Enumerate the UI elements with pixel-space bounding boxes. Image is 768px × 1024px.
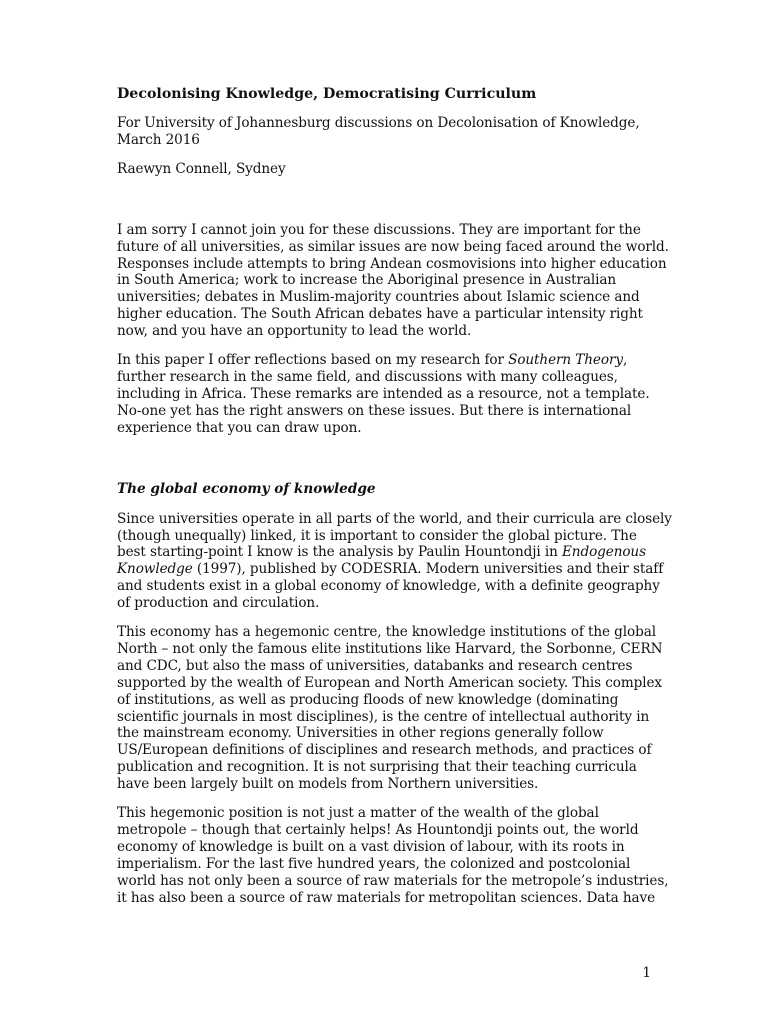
paragraph-line: This hegemonic position is not just a matter of the wealth of the global bbox=[117, 805, 599, 822]
book-title-southern-theory: Southern Theory bbox=[508, 352, 623, 369]
paragraph-line: the mainstream economy. Universities in other regions generally follow bbox=[117, 725, 604, 742]
paragraph-line: I am sorry I cannot join you for these discussions. They are important for the bbox=[117, 221, 641, 238]
paragraph-line: now, and you have an opportunity to lead the world. bbox=[117, 323, 472, 340]
paragraph-text: , bbox=[622, 352, 628, 369]
subtitle-line: March 2016 bbox=[117, 131, 200, 148]
book-title-knowledge: Knowledge bbox=[117, 561, 193, 578]
paragraph-line: further research in the same field, and discussions with many colleagues, bbox=[117, 368, 618, 385]
paragraph-line bbox=[117, 544, 657, 561]
paragraph-line: US/European definitions of disciplines and research methods, and practices of bbox=[117, 742, 652, 759]
document-title: Decolonising Knowledge, Democratising Curriculum bbox=[117, 86, 537, 102]
paragraph-line: and CDC, but also the mass of universities, databanks and research centres bbox=[117, 657, 633, 674]
paragraph-line bbox=[117, 352, 657, 369]
paragraph-line: supported by the wealth of European and North American society. This complex bbox=[117, 674, 662, 691]
page-number: 1 bbox=[642, 965, 651, 981]
paragraph-line: imperialism. For the last five hundred years, the colonized and postcolonial bbox=[117, 855, 631, 872]
reflections-paragraph bbox=[117, 352, 657, 437]
paragraph-line: it has also been a source of raw materials for metropolitan sciences. Data have bbox=[117, 889, 656, 906]
paragraph-line: of institutions, as well as producing floods of new knowledge (dominating bbox=[117, 691, 619, 708]
paragraph-text: best starting-point I know is the analysis by Paulin Hountondji in bbox=[117, 544, 562, 561]
paragraph-line: (though unequally) linked, it is important to consider the global picture. The bbox=[117, 527, 637, 544]
hegemonic-centre-paragraph bbox=[117, 624, 663, 793]
paragraph-line: Responses include attempts to bring Andean cosmovisions into higher education bbox=[117, 255, 667, 272]
paragraph-line: experience that you can draw upon. bbox=[117, 419, 362, 436]
paragraph-line: of production and circulation. bbox=[117, 595, 320, 612]
paragraph-text: (1997), published by CODESRIA. Modern universities and their staff bbox=[192, 561, 664, 578]
section-heading: The global economy of knowledge bbox=[117, 480, 376, 497]
paragraph-line: No-one yet has the right answers on these issues. But there is international bbox=[117, 402, 632, 419]
paragraph-line bbox=[117, 561, 664, 578]
paragraph-line: publication and recognition. It is not surprising that their teaching curricula bbox=[117, 759, 637, 776]
paragraph-text: In this paper I offer reflections based on my research for bbox=[117, 352, 509, 369]
paragraph-line: North – not only the famous elite institutions like Harvard, the Sorbonne, CERN bbox=[117, 640, 663, 657]
paragraph-line: economy of knowledge is built on a vast division of labour, with its roots in bbox=[117, 838, 625, 855]
paragraph-line: This economy has a hegemonic centre, the knowledge institutions of the global bbox=[117, 624, 656, 641]
paragraph-line: have been largely built on models from Northern universities. bbox=[117, 776, 539, 793]
paragraph-line: and students exist in a global economy of knowledge, with a definite geography bbox=[117, 578, 660, 595]
document-body bbox=[117, 86, 672, 907]
paragraph-line: in South America; work to increase the Aboriginal presence in Australian bbox=[117, 272, 617, 289]
paragraph-line: scientific journals in most disciplines), is the centre of intellectual authority in bbox=[117, 708, 650, 725]
global-picture-paragraph bbox=[117, 510, 672, 612]
paragraph-line: universities; debates in Muslim-majority countries about Islamic science and bbox=[117, 289, 640, 306]
document-subtitle bbox=[117, 115, 657, 149]
paragraph-line: world has not only been a source of raw materials for the metropole’s industries, bbox=[117, 872, 669, 889]
author-line: Raewyn Connell, Sydney bbox=[117, 160, 286, 177]
book-title-endogenous: Endogenous bbox=[561, 544, 646, 561]
division-of-labour-paragraph bbox=[117, 805, 669, 906]
paragraph-line: Since universities operate in all parts of the world, and their curricula are closely bbox=[117, 510, 672, 527]
paragraph-line: including in Africa. These remarks are intended as a resource, not a template. bbox=[117, 385, 650, 402]
paragraph-line: future of all universities, as similar issues are now being faced around the world. bbox=[117, 238, 669, 255]
subtitle-line: For University of Johannesburg discussions on Decolonisation of Knowledge, bbox=[117, 115, 640, 131]
intro-paragraph bbox=[117, 221, 669, 340]
paragraph-line: metropole – though that certainly helps! As Hountondji points out, the world bbox=[117, 822, 639, 838]
paragraph-line: higher education. The South African debates have a particular intensity right bbox=[117, 306, 643, 323]
